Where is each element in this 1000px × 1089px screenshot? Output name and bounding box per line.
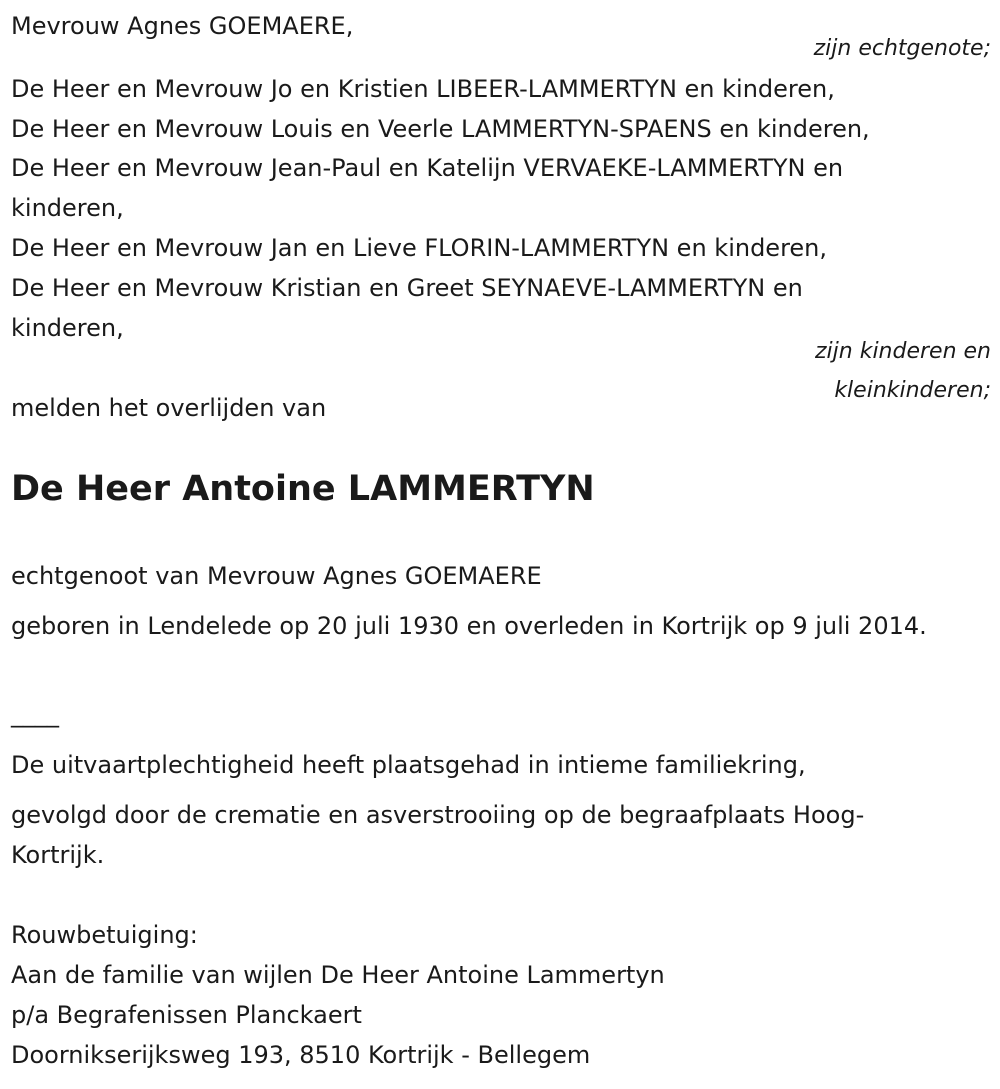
spouse-line: echtgenoot van Mevrouw Agnes GOEMAERE [11,562,542,590]
condolences-heading: Rouwbetuiging: [11,921,198,949]
child-family-2: De Heer en Mevrouw Louis en Veerle LAMMERTYN-SPAENS en kinderen, [11,115,870,143]
divider: ____ [11,700,59,728]
children-role-line2: kleinkinderen; [834,378,991,403]
widow-role: zijn echtgenote; [813,36,991,61]
birth-death-line: geboren in Lendelede op 20 juli 1930 en overleden in Kortrijk op 9 juli 2014. [11,612,927,640]
child-family-1: De Heer en Mevrouw Jo en Kristien LIBEER-LAMMERTYN en kinderen, [11,75,835,103]
child-family-4: De Heer en Mevrouw Jan en Lieve FLORIN-LAMMERTYN en kinderen, [11,234,828,262]
child-family-5: De Heer en Mevrouw Kristian en Greet SEYNAEVE-LAMMERTYN en kinderen, [11,274,803,342]
children-role-line1: zijn kinderen en [815,339,991,364]
condolences-address-line: Doornikserijksweg 193, 8510 Kortrijk - Bellegem [11,1041,591,1069]
condolences-address-line: p/a Begrafenissen Planckaert [11,1001,362,1029]
child-family-3: De Heer en Mevrouw Jean-Paul en Katelijn VERVAEKE-LAMMERTYN en kinderen, [11,154,844,222]
widow-line: Mevrouw Agnes GOEMAERE, [11,12,354,40]
funeral-line-2: gevolgd door de crematie en asverstrooiing op de begraafplaats Hoog-Kortrijk. [11,801,865,869]
condolences-address-line: Aan de familie van wijlen De Heer Antoine Lammertyn [11,961,665,989]
obituary-notice [11,0,991,1089]
funeral-line-1: De uitvaartplechtigheid heeft plaatsgehad in intieme familiekring, [11,751,806,779]
deceased-name: De Heer Antoine LAMMERTYN [11,469,595,509]
announcement-text: melden het overlijden van [11,394,327,422]
